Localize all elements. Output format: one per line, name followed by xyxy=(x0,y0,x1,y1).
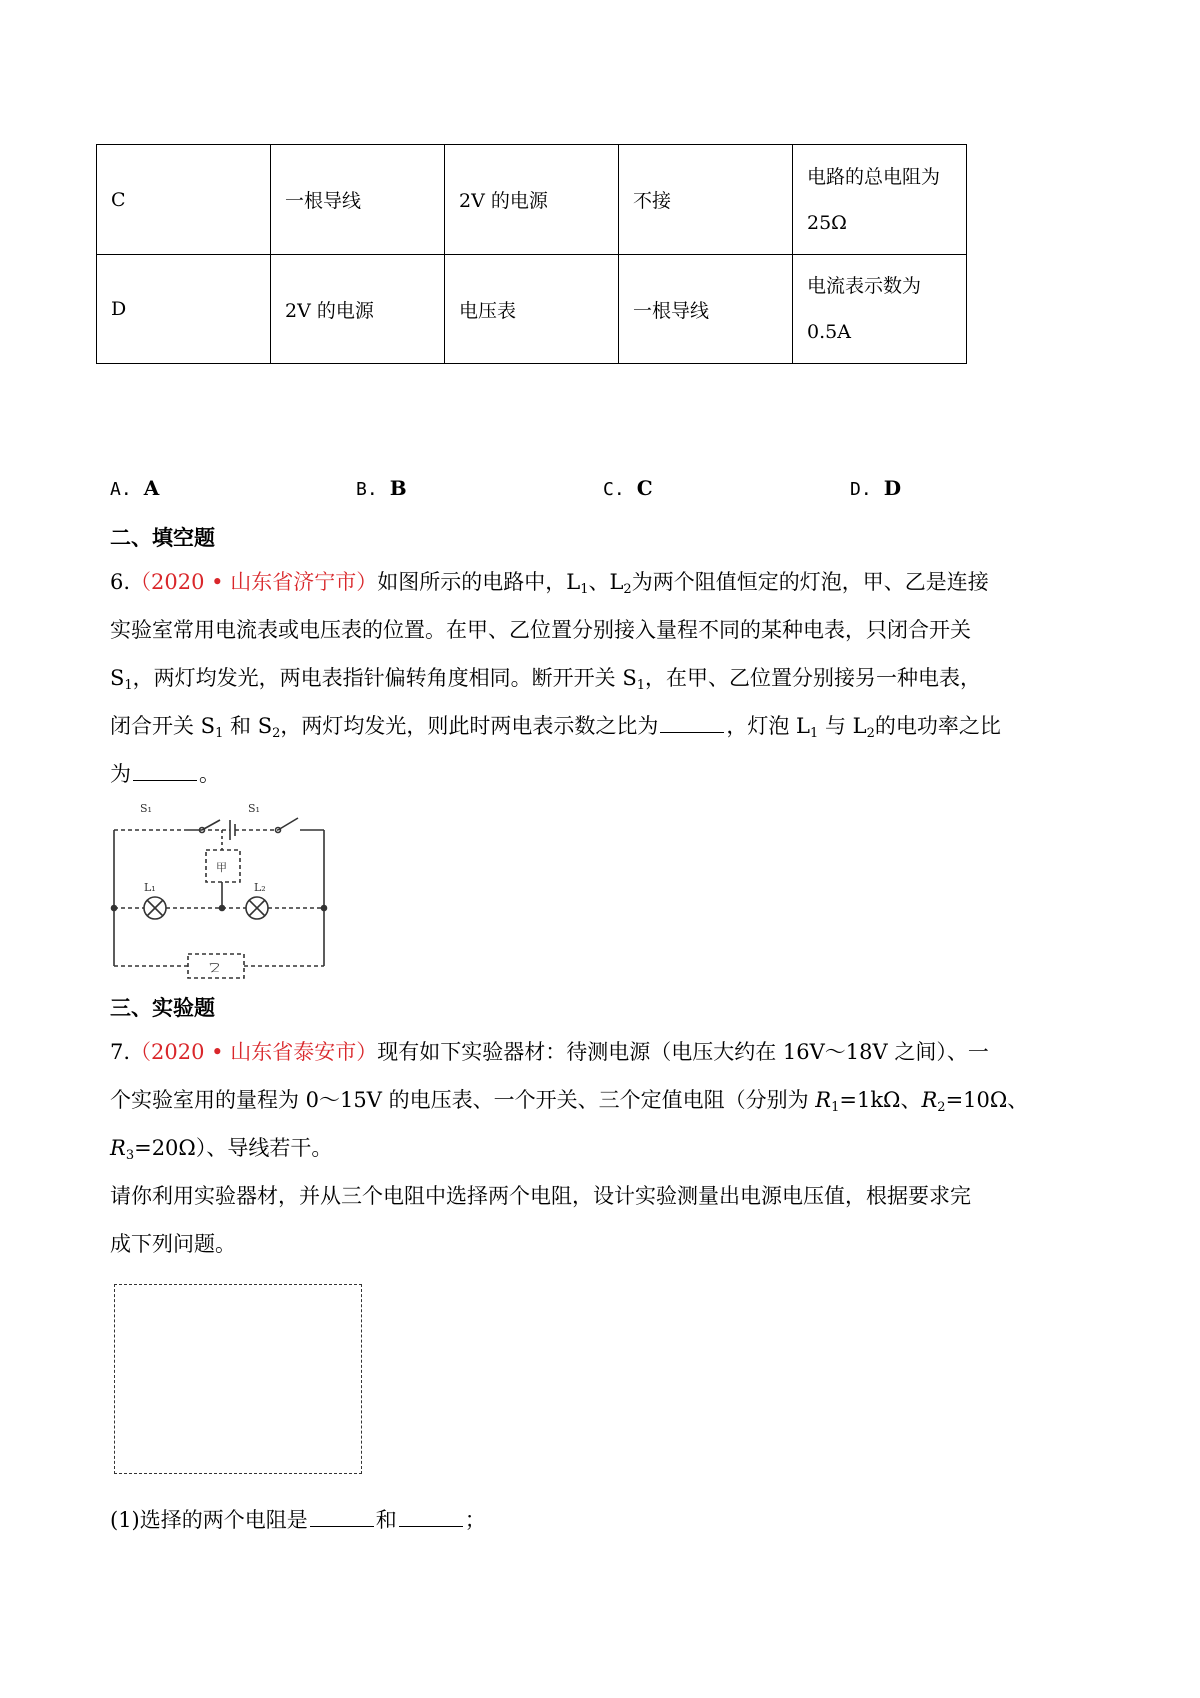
q7-line: 请你利用实验器材，并从三个电阻中选择两个电阻，设计实验测量出电源电压值，根据要求完 xyxy=(110,1184,971,1208)
q6-line: 为 。 xyxy=(110,762,220,786)
junction-dot xyxy=(220,906,225,911)
label-jia: 甲 xyxy=(216,861,227,874)
circuit-diagram xyxy=(104,796,334,980)
options-table xyxy=(96,144,967,364)
answer-blank[interactable] xyxy=(660,714,724,733)
table-cell: C xyxy=(97,145,271,255)
drawing-area[interactable] xyxy=(114,1284,362,1474)
table-cell xyxy=(793,145,967,255)
choice-a[interactable]: A. A xyxy=(110,476,160,500)
q6-line: 6.（2020 • 山东省济宁市）如图所示的电路中，$L_1$、$L_2$为两个阻值恒定的灯泡，甲、乙是连接 xyxy=(110,570,989,597)
label-l2: L₂ xyxy=(254,881,266,894)
q7-line: 7.（2020 • 山东省泰安市）现有如下实验器材：待测电源（电压大约在 16V～18V 之间）、一 xyxy=(110,1040,989,1064)
sub-question-1: (1)选择的两个电阻是 和 ； xyxy=(110,1508,486,1532)
question-source: （2020 • 山东省泰安市） xyxy=(130,1040,378,1064)
table-cell: 2V 的电源 xyxy=(445,145,619,255)
table-row xyxy=(97,145,967,255)
q7-line: 个实验室用的量程为 0～15V 的电压表、一个开关、三个定值电阻（分别为 $R_1=1k\Omega$、$R_2=10\Omega$、 xyxy=(110,1088,1029,1115)
table-row xyxy=(97,255,967,364)
question-7 xyxy=(110,1028,1100,1268)
q6-line: 实验室常用电流表或电压表的位置。在甲、乙位置分别接入量程不同的某种电表，只闭合开关 xyxy=(110,618,971,642)
answer-blank[interactable] xyxy=(133,762,197,781)
cell-text: 25Ω xyxy=(807,211,847,234)
junction-dot xyxy=(322,906,327,911)
section-heading: 二、填空题 xyxy=(110,525,215,550)
junction-dot xyxy=(112,906,117,911)
table-cell xyxy=(793,255,967,364)
label-yi: 乙 xyxy=(209,961,220,974)
answer-blank[interactable] xyxy=(399,1508,463,1527)
table-cell: 2V 的电源 xyxy=(271,255,445,364)
table-cell: 一根导线 xyxy=(619,255,793,364)
choice-c[interactable]: C. C xyxy=(603,476,653,500)
switch-blade xyxy=(278,818,298,830)
label-s1: S₁ xyxy=(248,802,260,815)
cell-text: 电流表示数为 xyxy=(807,275,922,297)
q6-line: $S_1$，两灯均发光，两电表指针偏转角度相同。断开开关 $S_1$，在甲、乙位置分别接另一种电表， xyxy=(110,666,982,693)
question-6 xyxy=(110,558,1100,798)
table-cell: 电压表 xyxy=(445,255,619,364)
choice-d[interactable]: D. D xyxy=(850,476,902,500)
cell-text: 电路的总电阻为 xyxy=(807,165,941,188)
label-s1: S₁ xyxy=(140,802,152,815)
label-l1: L₁ xyxy=(144,881,156,894)
question-source: （2020 • 山东省济宁市） xyxy=(130,570,378,594)
table-cell: 一根导线 xyxy=(271,145,445,255)
answer-blank[interactable] xyxy=(310,1508,374,1527)
choice-b[interactable]: B. B xyxy=(356,476,407,500)
table-cell: 不接 xyxy=(619,145,793,255)
q7-line: $R_3=20\Omega$）、导线若干。 xyxy=(110,1136,333,1163)
table-cell: D xyxy=(97,255,271,364)
cell-text: 0.5A xyxy=(807,321,851,343)
section-heading: 三、实验题 xyxy=(110,995,215,1020)
q6-line: 闭合开关 $S_1$ 和 $S_2$，两灯均发光，则此时两电表示数之比为 ，灯泡 $L_1$ 与 $L_2$的电功率之比 xyxy=(110,714,1001,741)
q7-line: 成下列问题。 xyxy=(110,1232,236,1256)
